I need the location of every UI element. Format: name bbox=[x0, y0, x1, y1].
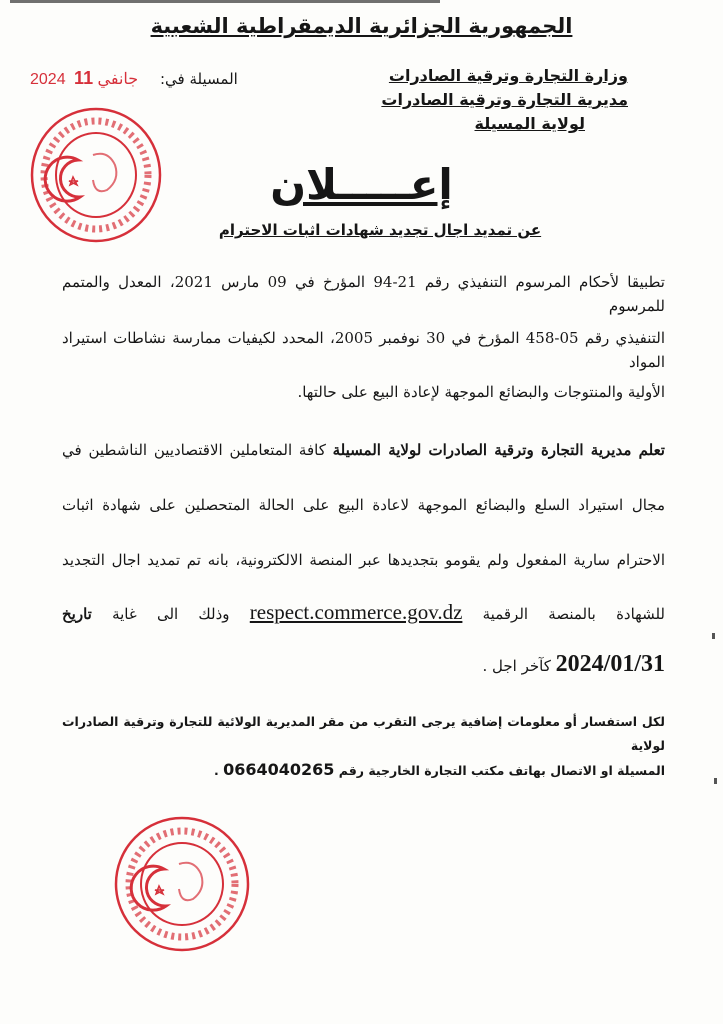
scan-speck bbox=[712, 633, 715, 639]
phone-number: 0664040265 bbox=[223, 760, 335, 779]
ministry-name: وزارة التجارة وترقية الصادرات bbox=[388, 66, 628, 85]
directorate-bold: تعلم مديرية التجارة وترقية الصادرات لولاية المسيلة bbox=[332, 441, 665, 459]
body-line-10-end: . bbox=[214, 763, 219, 778]
body-line-10 bbox=[62, 758, 665, 783]
scan-speck bbox=[714, 778, 717, 784]
platform-link[interactable]: respect.commerce.gov.dz bbox=[249, 600, 463, 624]
body-line-3: الأولية والمنتوجات والبضائع الموجهة لإعادة البيع على حالتها. bbox=[297, 383, 665, 401]
body-line-4-rest: كافة المتعاملين الاقتصاديين الناشطين في bbox=[62, 441, 326, 459]
body-line-1: تطبيقا لأحكام المرسوم التنفيذي رقم 21-94 المؤرخ في 09 مارس 2021، المعدل والمتمم للمرسوم bbox=[62, 273, 665, 315]
body-line-5: مجال استيراد السلع والبضائع الموجهة لاعادة البيع على الحالة المتحصلين على شهادة اثبات bbox=[62, 496, 665, 514]
body-line-8 bbox=[62, 652, 665, 678]
deadline-date: 2024/01/31 bbox=[555, 651, 665, 677]
date-day: 11 bbox=[74, 68, 94, 88]
body-line-6: الاحترام سارية المفعول ولم يقومو بتجديدها عبر المنصة الالكترونية، بانه تم تمديد اجال التجديد bbox=[62, 551, 665, 569]
deadline-label: تاريخ bbox=[62, 605, 92, 623]
body-line-2: التنفيذي رقم 05-458 المؤرخ في 30 نوفمبر 2005، المحدد لكيفيات ممارسة نشاطات استيراد المواد bbox=[62, 329, 666, 371]
wilaya-name: لولاية المسيلة bbox=[474, 114, 585, 133]
body-line-9: لكل استفسار أو معلومات إضافية يرجى التقرب من مقر المديرية الولائية للتجارة وترقية الصادرات لولاية bbox=[62, 714, 665, 753]
date-month: جانفي bbox=[97, 71, 139, 88]
body-line-4 bbox=[62, 438, 665, 462]
date-year: 2024 bbox=[30, 71, 66, 88]
body-line-8-rest: كآخر اجل . bbox=[482, 657, 551, 675]
scan-edge bbox=[10, 0, 440, 3]
announcement-subtitle: عن تمديد اجال تجديد شهادات اثبات الاحترام bbox=[218, 221, 542, 239]
directorate-name: مديرية التجارة وترقية الصادرات bbox=[381, 90, 628, 109]
announcement-title bbox=[0, 160, 723, 209]
body-line-7-b: وذلك الى غاية bbox=[112, 605, 230, 623]
date-label: المسيلة في: bbox=[160, 70, 238, 88]
date-stamp bbox=[30, 68, 138, 89]
republic-heading: الجمهورية الجزائرية الديمقراطية الشعبية bbox=[150, 14, 573, 38]
body-line-7 bbox=[62, 600, 665, 626]
body-line-7-a: للشهادة بالمنصة الرقمية bbox=[482, 605, 666, 623]
body-line-10-text: المسيلة او الاتصال بهاتف مكتب التجارة الخارجية رقم bbox=[338, 763, 665, 778]
official-seal-bottom bbox=[112, 814, 252, 954]
title-text: إعـــــلان bbox=[270, 160, 453, 209]
